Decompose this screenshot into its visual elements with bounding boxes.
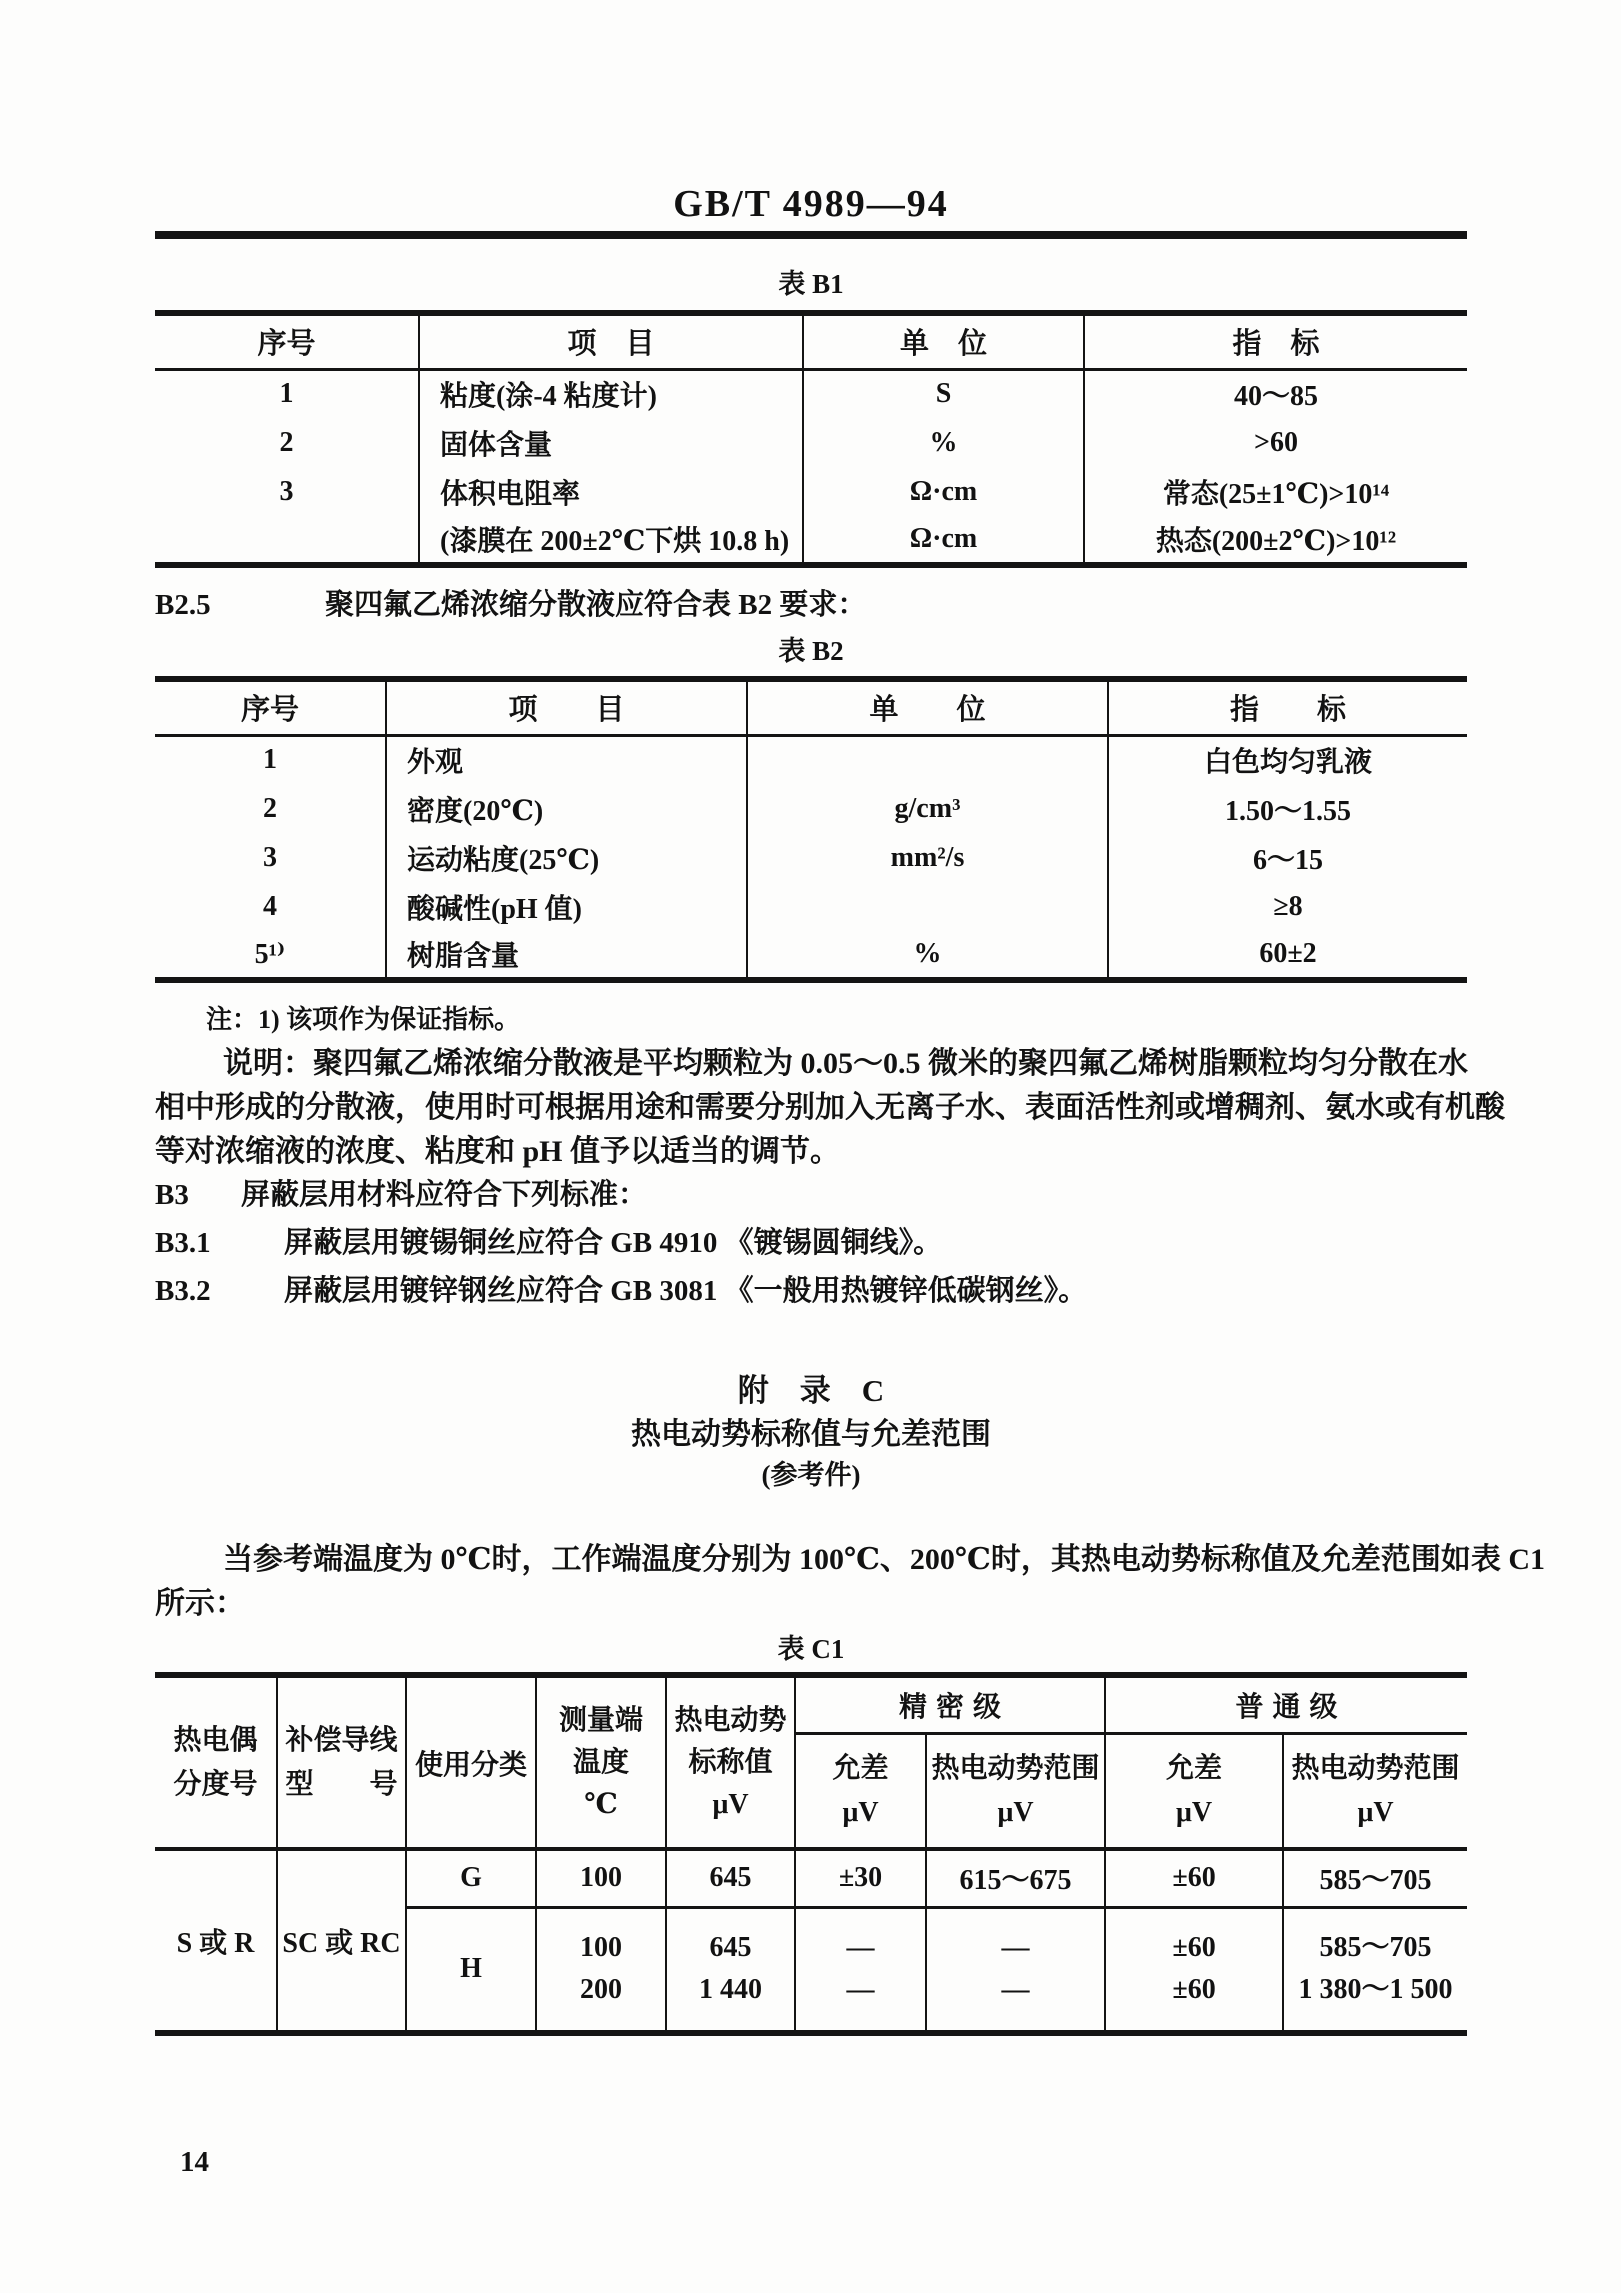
- cell-line: ±60: [1172, 1932, 1216, 1964]
- table-b2-footnote: 注：1) 该项作为保证指标。: [206, 1005, 521, 1034]
- paragraph-line: 所示：: [155, 1587, 245, 1620]
- cell-line: 热电动势: [674, 1704, 787, 1736]
- table-cell: mm²/s: [747, 833, 1108, 882]
- doc-number-title: GB/T 4989—94: [673, 183, 949, 225]
- cell-line: μV: [712, 1788, 749, 1820]
- section-text: 屏蔽层用材料应符合下列标准：: [241, 1179, 648, 1211]
- header-cell-thermocouple: [155, 1675, 277, 1849]
- cell-line: —: [846, 1932, 875, 1964]
- table-cell: 白色均匀乳液: [1108, 735, 1467, 784]
- cell-line: 分度号: [173, 1768, 258, 1800]
- table-cell: 酸碱性(pH 值): [386, 882, 747, 931]
- table-cell: S: [803, 369, 1084, 418]
- header-cell: 指 标: [1084, 313, 1467, 369]
- header-cell-prec-tolerance: [795, 1733, 926, 1849]
- table-cell: 2: [279, 426, 294, 458]
- table-cell: 2: [263, 792, 277, 824]
- header-rule: [155, 231, 1467, 239]
- table-b1: [155, 310, 1467, 568]
- appendix-c-subtitle: 热电动势标称值与允差范围: [631, 1418, 991, 1451]
- section-label: B3: [155, 1179, 189, 1211]
- table-cell: 3: [279, 475, 294, 507]
- table-c1: [155, 1672, 1467, 2036]
- section-b32: [155, 1271, 1087, 1311]
- table-cell: g/cm³: [747, 784, 1108, 833]
- cell-line: ℃: [584, 1788, 618, 1820]
- header-cell-ord-emf-range: [1283, 1733, 1467, 1849]
- table-cell: [747, 882, 1108, 931]
- cell-line: 补偿导线: [285, 1724, 398, 1756]
- table-cell: %: [747, 931, 1108, 980]
- cell-line: 热电动势范围: [931, 1752, 1100, 1784]
- table-b1-header-row: [155, 313, 1467, 369]
- table-cell: 6～15: [1108, 833, 1467, 882]
- table-cell: 常态(25±1℃)>10¹⁴: [1084, 467, 1467, 516]
- header-cell: 序号: [155, 679, 386, 735]
- section-text: 屏蔽层用镀锡铜丝应符合 GB 4910 《镀锡圆铜线》。: [284, 1227, 943, 1259]
- table-cell: [747, 735, 1108, 784]
- paragraph-line: 当参考端温度为 0℃时，工作端温度分别为 100℃、200℃时，其热电动势标称值及允差范围如表 C1: [223, 1543, 1546, 1576]
- header-cell: 序号: [155, 313, 419, 369]
- table-row: [155, 784, 1467, 833]
- cell-line: 标称值: [688, 1746, 773, 1778]
- table-b2-header-row: [155, 679, 1467, 735]
- cell-line: 100: [580, 1932, 622, 1964]
- cell-line: ±60: [1172, 1974, 1216, 2006]
- cell-ord-range: [1283, 1907, 1467, 2033]
- cell-line: 585～705: [1319, 1932, 1432, 1964]
- table-cell: 40～85: [1084, 369, 1467, 418]
- table-row: [155, 931, 1467, 980]
- cell-line: 1 440: [699, 1974, 762, 2006]
- table-cell: 外观: [386, 735, 747, 784]
- table-c1-group-row: [155, 1675, 1467, 1733]
- cell-temp: 100: [536, 1849, 666, 1907]
- table-cell: 1: [263, 744, 277, 776]
- cell-line: 热电偶: [173, 1724, 258, 1756]
- header-cell-ord-tolerance: [1105, 1733, 1283, 1849]
- cell-emf: 645: [666, 1849, 795, 1907]
- header-cell-prec-emf-range: [926, 1733, 1105, 1849]
- table-cell: 固体含量: [419, 418, 803, 467]
- table-cell: 60±2: [1108, 931, 1467, 980]
- table-row: [155, 833, 1467, 882]
- table-cell: 粘度(涂-4 粘度计): [419, 369, 803, 418]
- table-cell: 密度(20℃): [386, 784, 747, 833]
- header-group-ordinary: 普通级: [1105, 1675, 1467, 1733]
- cell-ord-range: 585～705: [1283, 1849, 1467, 1907]
- header-cell: 单 位: [803, 313, 1084, 369]
- table-cell: 5¹⁾: [254, 939, 286, 970]
- cell-line: μV: [1357, 1796, 1394, 1828]
- table-cell: ≥8: [1108, 882, 1467, 931]
- cell-line: 型 号: [285, 1768, 398, 1800]
- cell-prec-range: 615～675: [926, 1849, 1105, 1907]
- section-label: B2.5: [155, 589, 211, 621]
- section-b31: [155, 1223, 942, 1263]
- cell-line: —: [846, 1974, 875, 2006]
- section-text: 聚四氟乙烯浓缩分散液应符合表 B2 要求：: [325, 589, 867, 621]
- table-cell: 热态(200±2℃)>10¹²: [1084, 516, 1467, 565]
- cell-prec-tolerance: ±30: [795, 1849, 926, 1907]
- table-cell: 树脂含量: [386, 931, 747, 980]
- cell-line: 645: [709, 1932, 752, 1964]
- table-row: [155, 418, 1467, 467]
- table-row: [155, 882, 1467, 931]
- cell-temp: [536, 1907, 666, 2033]
- table-cell: 运动粘度(25℃): [386, 833, 747, 882]
- header-cell: 项 目: [386, 679, 747, 735]
- section-b3: [155, 1175, 647, 1215]
- cell-line: 允差: [1166, 1752, 1223, 1784]
- section-b25: [155, 585, 866, 625]
- header-cell: 单 位: [747, 679, 1108, 735]
- cell-comp-wire-type: SC 或 RC: [277, 1849, 406, 2033]
- table-cell: 4: [263, 890, 277, 922]
- header-cell: 项 目: [419, 313, 803, 369]
- appendix-c-paragraph: [155, 1538, 1546, 1626]
- cell-ord-tolerance: ±60: [1105, 1849, 1283, 1907]
- appendix-c-category: (参考件): [761, 1460, 861, 1490]
- header-cell-comp-wire: [277, 1675, 406, 1849]
- cell-line: 200: [580, 1974, 622, 2006]
- table-b2: [155, 676, 1467, 983]
- cell-line: 温度: [572, 1746, 629, 1778]
- table-b2-caption: 表 B2: [778, 636, 844, 666]
- cell-line: μV: [997, 1796, 1034, 1828]
- cell-line: 热电动势范围: [1291, 1752, 1460, 1784]
- section-text: 屏蔽层用镀锌钢丝应符合 GB 3081 《一般用热镀锌低碳钢丝》。: [284, 1275, 1088, 1307]
- table-cell: Ω·cm: [803, 467, 1084, 516]
- cell-line: μV: [1175, 1796, 1213, 1828]
- table-cell: %: [803, 418, 1084, 467]
- appendix-c-title: 附 录 C: [737, 1373, 885, 1408]
- cell-line: 1 380～1 500: [1298, 1974, 1453, 2006]
- explanation-paragraph: [155, 1042, 1505, 1174]
- table-cell: 1.50～1.55: [1108, 784, 1467, 833]
- paragraph-line: 说明：聚四氟乙烯浓缩分散液是平均颗粒为 0.05～0.5 微米的聚四氟乙烯树脂颗粒均匀分散在水: [223, 1047, 1468, 1080]
- section-label: B3.1: [155, 1227, 211, 1259]
- table-cell: 3: [263, 841, 277, 873]
- header-cell: 指 标: [1108, 679, 1467, 735]
- cell-line: —: [1001, 1974, 1030, 2006]
- header-cell-emf-nominal: [666, 1675, 795, 1849]
- section-label: B3.2: [155, 1275, 211, 1307]
- cell-usage-h: H: [406, 1907, 536, 2033]
- cell-usage-g: G: [406, 1849, 536, 1907]
- cell-emf: [666, 1907, 795, 2033]
- cell-prec-tolerance: [795, 1907, 926, 2033]
- cell-line: —: [1001, 1932, 1030, 1964]
- cell-line: μV: [842, 1796, 879, 1828]
- cell-line: 允差: [832, 1752, 889, 1784]
- table-cell: 体积电阻率: [419, 467, 803, 516]
- table-row: [155, 467, 1467, 516]
- cell-ord-tolerance: [1105, 1907, 1283, 2033]
- header-cell-measuring-temp: [536, 1675, 666, 1849]
- table-b1-caption: 表 B1: [778, 269, 844, 299]
- table-row: [155, 735, 1467, 784]
- table-cell: >60: [1084, 418, 1467, 467]
- page-number: 14: [180, 2146, 209, 2178]
- table-cell: [155, 516, 419, 565]
- table-c1-caption: 表 C1: [777, 1634, 845, 1664]
- table-row: [155, 516, 1467, 565]
- cell-thermocouple-type: S 或 R: [176, 1927, 255, 1959]
- table-row: [155, 369, 1467, 418]
- header-cell-usage-class: 使用分类: [406, 1675, 536, 1849]
- cell-prec-range: [926, 1907, 1105, 2033]
- table-cell: Ω·cm: [803, 516, 1084, 565]
- paragraph-line: 等对浓缩液的浓度、粘度和 pH 值予以适当的调节。: [155, 1135, 841, 1168]
- header-group-precision: 精密级: [795, 1675, 1105, 1733]
- cell-line: 测量端: [558, 1704, 643, 1736]
- table-cell: (漆膜在 200±2℃下烘 10.8 h): [419, 516, 803, 565]
- table-cell: 1: [279, 378, 294, 410]
- paragraph-line: 相中形成的分散液，使用时可根据用途和需要分别加入无离子水、表面活性剂或增稠剂、氨水或有机酸: [155, 1091, 1505, 1124]
- table-c1-row-g: [155, 1849, 1467, 1907]
